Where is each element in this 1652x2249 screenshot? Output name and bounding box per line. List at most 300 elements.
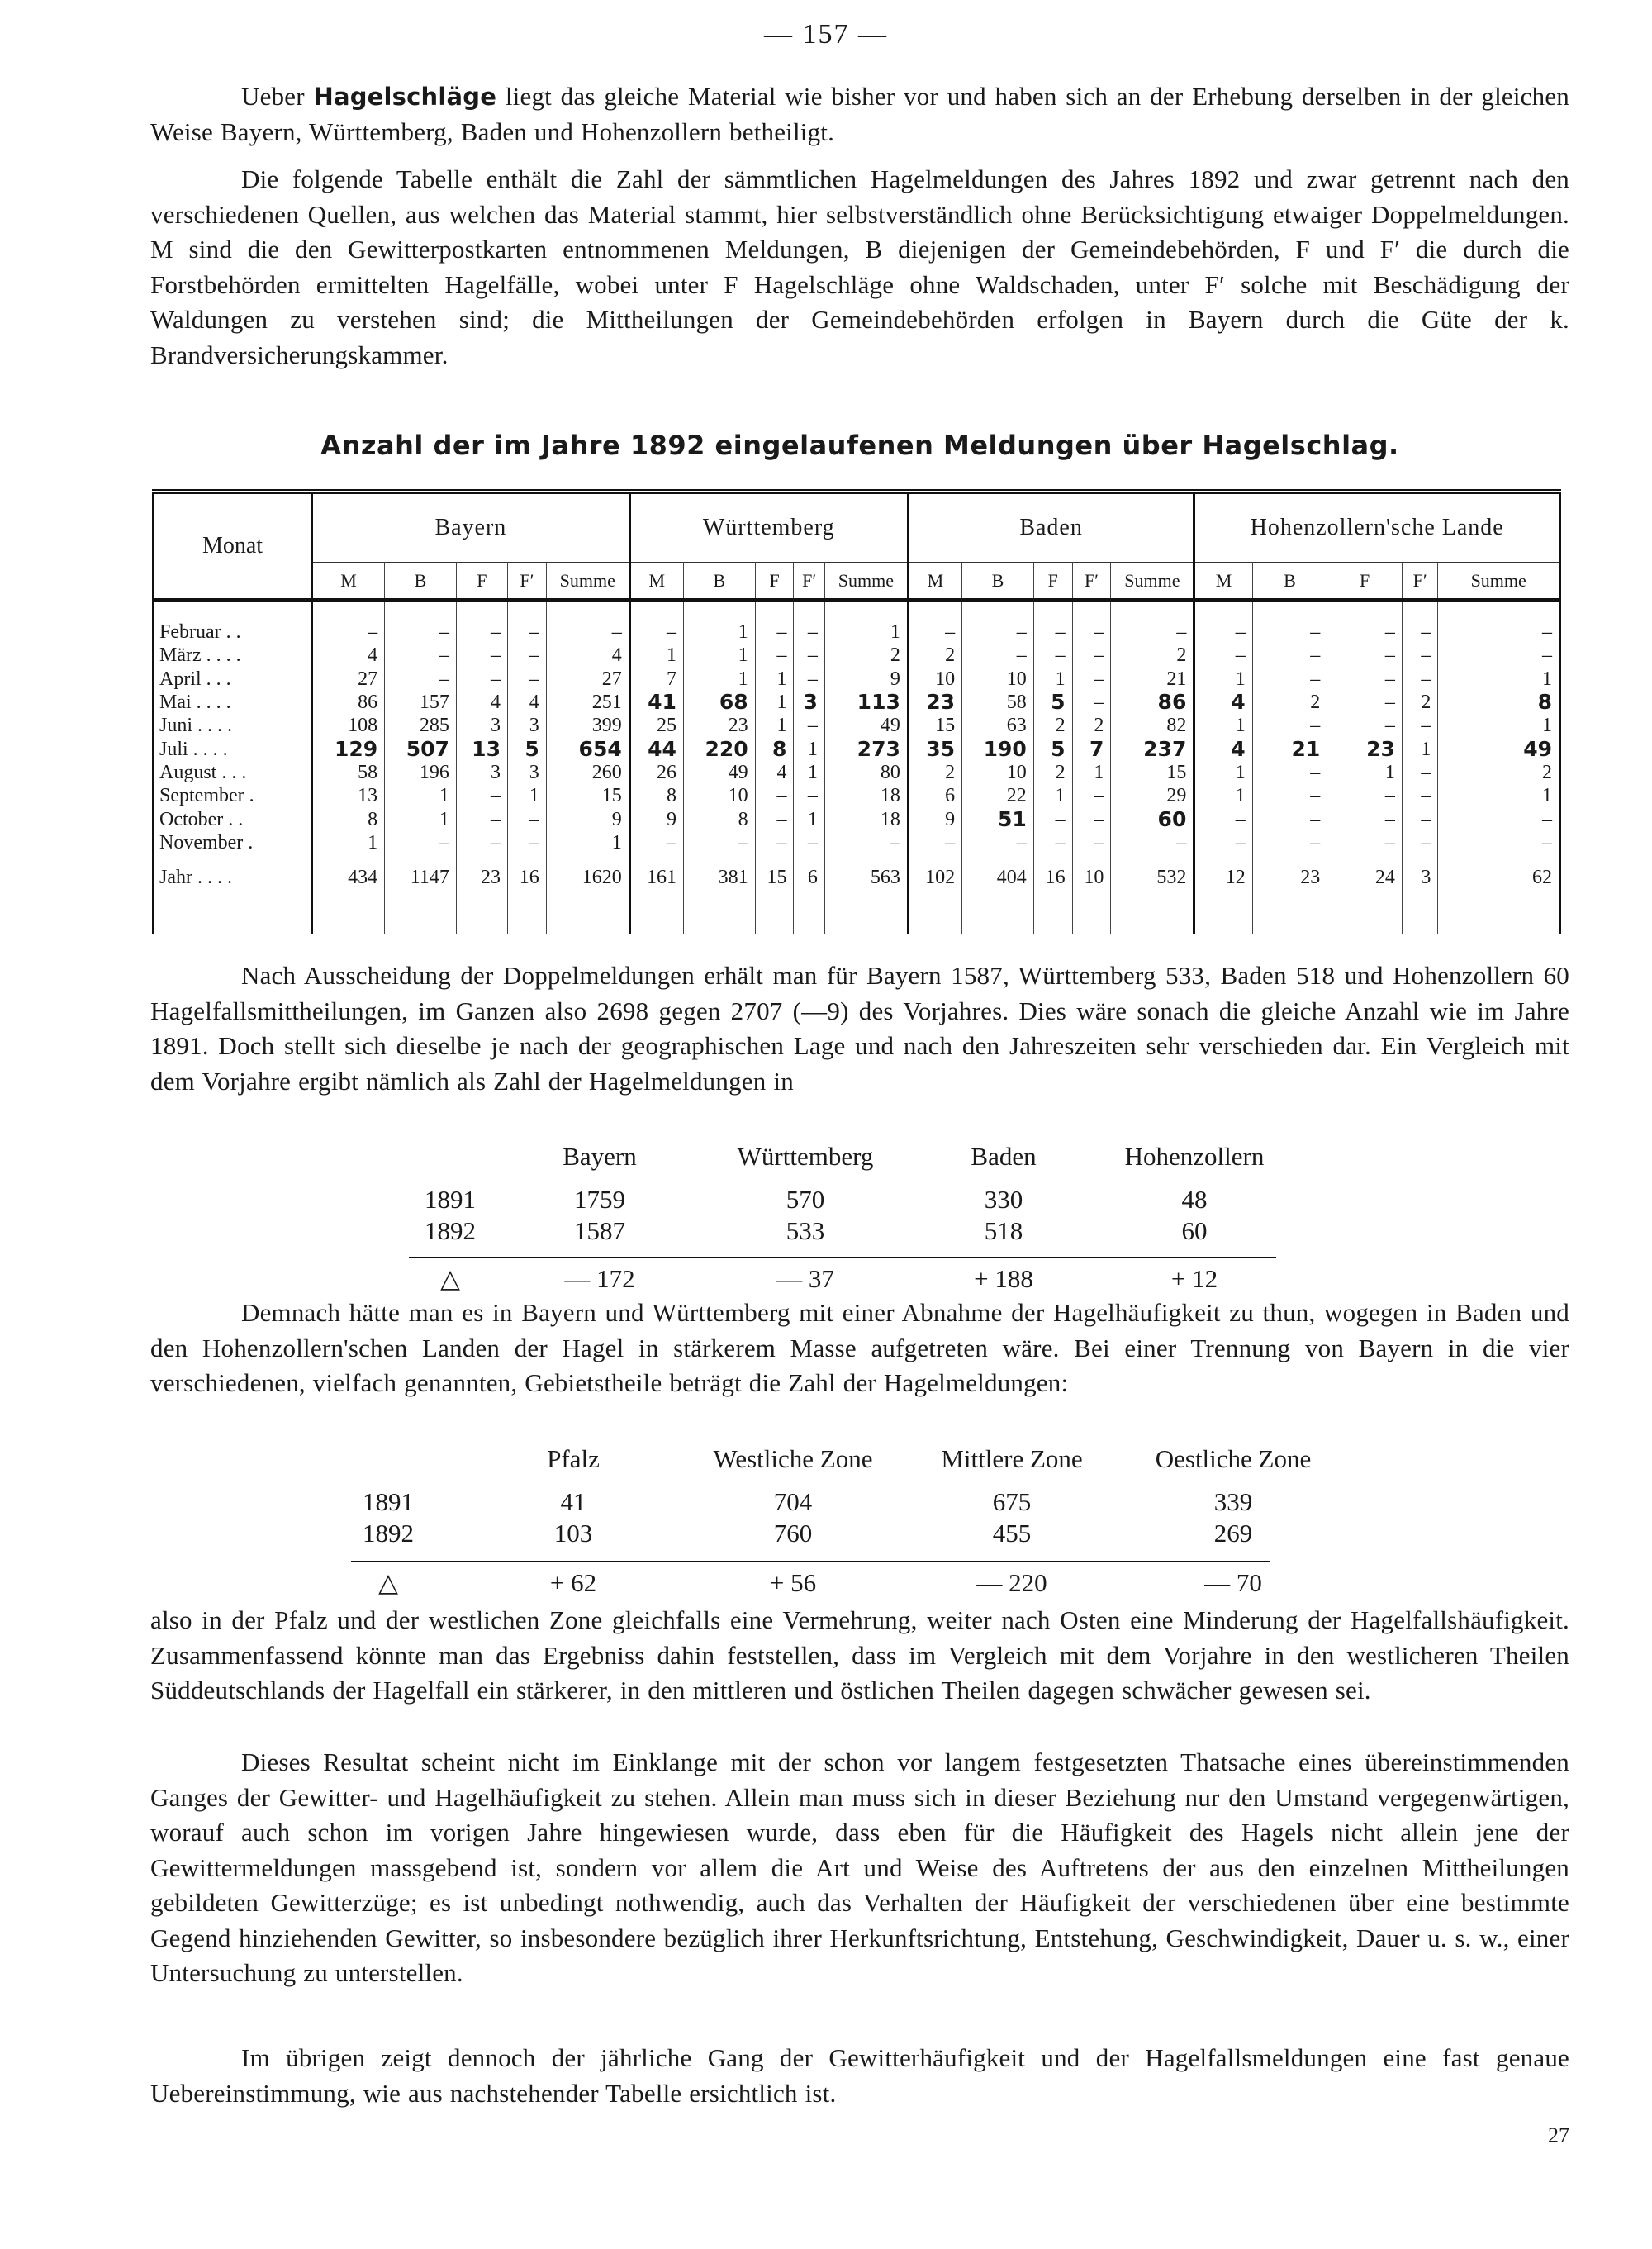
subcol-header: Summe (1438, 563, 1560, 601)
spacer-cell (1033, 901, 1072, 934)
table-cell: 1 (755, 714, 794, 737)
month-label: Februar . . (154, 620, 312, 644)
table-cell: 237 (1111, 737, 1194, 760)
subcol-header: M (629, 563, 683, 601)
table-cell: 18 (824, 784, 908, 807)
table-cell: – (385, 644, 457, 667)
table-cell: 86 (312, 691, 385, 714)
table-cell: 9 (824, 668, 908, 691)
spacer-cell (507, 601, 546, 621)
p1-text-rest: liegt das gleiche Material wie bisher vor und haben sich an der Erhebung derselben in der gleichen Weise Bayern, Württemberg, Baden und Hohenzollern betheiligt. (150, 82, 1569, 146)
p7-text: Im übrigen zeigt dennoch der jährliche Gang der Gewitterhäufigkeit und der Hagelfallsmeldungen eine fast genaue Uebereinstimmung, wie aus nachstehender Tabelle ersichtlich ist. (150, 2043, 1569, 2108)
subcol-header: F′ (794, 563, 824, 601)
table-cell: 102 (908, 854, 961, 901)
table-cell: – (1252, 784, 1327, 807)
table-cell: – (1327, 831, 1403, 854)
column-header: Bayern (563, 1142, 637, 1171)
table-cell: – (908, 831, 961, 854)
column-header: Pfalz (547, 1444, 600, 1473)
table-cell: 1 (1327, 761, 1403, 784)
spacer-cell (962, 601, 1034, 621)
table-cell: 532 (1111, 854, 1194, 901)
table-cell: 49 (824, 714, 908, 737)
table-cell: 1 (683, 620, 755, 644)
sum-rule (351, 1561, 1270, 1562)
table-cell: 113 (824, 691, 908, 714)
table-cell: 2 (1111, 644, 1194, 667)
table-cell: 4 (546, 644, 629, 667)
table-cell: 49 (1438, 737, 1560, 760)
table-cell: 18 (824, 807, 908, 830)
spacer-cell (1438, 901, 1560, 934)
month-label: September . (154, 784, 312, 807)
spacer-cell (1111, 601, 1194, 621)
spacer-cell (312, 601, 385, 621)
table-cell: – (507, 644, 546, 667)
table-cell: – (1438, 644, 1560, 667)
table-cell: – (794, 831, 824, 854)
table-cell: 434 (312, 854, 385, 901)
table-cell: 1 (507, 784, 546, 807)
table-cell: 1 (683, 644, 755, 667)
table-cell: 251 (546, 691, 629, 714)
table-cell: 41 (629, 691, 683, 714)
spacer-row (154, 901, 1560, 934)
table-cell: 23 (1252, 854, 1327, 901)
row-label: △ (440, 1264, 460, 1293)
table-cell: 507 (385, 737, 457, 760)
paragraph-3 (150, 958, 1569, 1099)
table-cell: 129 (312, 737, 385, 760)
month-label: Jahr . . . . (154, 854, 312, 901)
table-cell: 1 (1438, 784, 1560, 807)
table-cell: – (1194, 807, 1252, 830)
table-cell: 23 (908, 691, 961, 714)
table-cell: 4 (755, 761, 794, 784)
table-cell: – (1402, 644, 1437, 667)
value-cell: 533 (786, 1216, 825, 1245)
table-cell: 1 (1033, 784, 1072, 807)
value-cell: 269 (1213, 1519, 1253, 1548)
table-cell: 16 (1033, 854, 1072, 901)
value-cell: + 188 (974, 1264, 1033, 1293)
table-cell: – (385, 831, 457, 854)
table-cell: 44 (629, 737, 683, 760)
spacer-cell (1402, 901, 1437, 934)
subcol-header: B (385, 563, 457, 601)
table-cell: 25 (629, 714, 683, 737)
table-cell: – (1033, 644, 1072, 667)
value-cell: 704 (773, 1487, 813, 1516)
table-cell: 2 (824, 644, 908, 667)
table-cell: 196 (385, 761, 457, 784)
month-label: März . . . . (154, 644, 312, 667)
table-cell: – (794, 784, 824, 807)
spacer-cell (1252, 601, 1327, 621)
table-cell: 3 (1402, 854, 1437, 901)
table-cell: – (1252, 807, 1327, 830)
p1-bold-term: Hagelschläge (313, 83, 497, 111)
spacer-cell (456, 901, 507, 934)
value-cell: — 172 (564, 1264, 635, 1293)
value-cell: — 70 (1204, 1568, 1262, 1597)
table-cell: – (1402, 761, 1437, 784)
table-cell: – (1252, 668, 1327, 691)
table-cell: – (683, 831, 755, 854)
table-cell: 16 (507, 854, 546, 901)
spacer-cell (1194, 901, 1252, 934)
column-header: Baden (971, 1142, 1037, 1171)
table-cell: 6 (794, 854, 824, 901)
subcol-header: B (1252, 563, 1327, 601)
table-cell: – (1402, 668, 1437, 691)
table-cell: – (1033, 620, 1072, 644)
hail-reports-table (152, 489, 1561, 934)
table-cell: – (1111, 831, 1194, 854)
table-cell: 161 (629, 854, 683, 901)
spacer-cell (1438, 601, 1560, 621)
table-cell: 2 (1072, 714, 1111, 737)
subcol-header: M (1194, 563, 1252, 601)
table-cell: 1 (1402, 737, 1437, 760)
column-header: Oestliche Zone (1155, 1444, 1312, 1473)
signature-number: 27 (1548, 2123, 1569, 2147)
spacer-cell (1327, 601, 1403, 621)
sum-rule (409, 1257, 1276, 1258)
table-cell: 6 (908, 784, 961, 807)
table-cell: 9 (546, 807, 629, 830)
spacer-cell (312, 901, 385, 934)
table-cell: 1 (629, 644, 683, 667)
spacer-cell (1072, 601, 1111, 621)
table-cell: 13 (456, 737, 507, 760)
table-cell: 285 (385, 714, 457, 737)
table-cell: – (1327, 784, 1403, 807)
table-row (154, 620, 1560, 644)
p5-text: also in der Pfalz und der westlichen Zone gleichfalls eine Vermehrung, weiter nach Osten eine Minderung der Hagelfallshäufigkeit. Zusammenfassend könnte man das Ergebniss dahin feststellen, dass im Vergleich mit dem Vorjahre in den westlicheren Theilen Süddeutschlands der Hagelfall ein stärkerer, in den mittleren und östlichen Theilen dagegen schwächer gewesen sei. (150, 1605, 1569, 1705)
value-cell: 518 (984, 1216, 1023, 1245)
paragraph-4 (150, 1296, 1569, 1401)
table-cell: 1 (546, 831, 629, 854)
table-cell: 22 (962, 784, 1034, 807)
group-header-bayern: Bayern (312, 492, 630, 563)
table-cell: 10 (962, 668, 1034, 691)
spacer-cell (1033, 601, 1072, 621)
table-cell: 27 (546, 668, 629, 691)
subcol-header: M (312, 563, 385, 601)
month-label: April . . . (154, 668, 312, 691)
table-cell: 220 (683, 737, 755, 760)
table-cell: – (824, 831, 908, 854)
table-cell: 29 (1111, 784, 1194, 807)
subcol-header: M (908, 563, 961, 601)
table-cell: – (629, 620, 683, 644)
table-cell: 3 (507, 714, 546, 737)
table-cell: 1 (794, 737, 824, 760)
table-cell: 654 (546, 737, 629, 760)
spacer-cell (794, 601, 824, 621)
table-cell: – (1072, 668, 1111, 691)
table-cell: – (456, 807, 507, 830)
spacer-cell (755, 901, 794, 934)
value-cell: 1759 (574, 1185, 625, 1214)
value-cell: 1587 (574, 1216, 625, 1245)
spacer-cell (824, 601, 908, 621)
value-cell: 675 (992, 1487, 1032, 1516)
p6-text: Dieses Resultat scheint nicht im Einklange mit der schon vor langem festgesetzten Thatsache eines übereinstimmenden Ganges der Gewitter- und Hagelhäufigkeit zu stehen. Allein man muss sich in dieser Beziehung nur den Umstand vergegenwärtigen, worauf auch schon im vorigen Jahre hingewiesen wurde, dass eben für die Häufigkeit des Hagels nicht allein jene der Gewittermeldungen massgebend ist, sondern vor allem die Art und Weise des Auftretens der aus den einzelnen Mittheilungen gebildeten Gewitterzüge; es ist unbedingt nothwendig, auch das Verhalten der Häufigkeit der verschiedenen über eine bestimmte Gegend hinziehenden Gewitter, so insbesondere bezüglich ihrer Herkunftsrichtung, Entstehung, Geschwindigkeit, Dauer u. s. w., einer Untersuchung zu unterstellen. (150, 1747, 1569, 1987)
subcol-header: F (755, 563, 794, 601)
month-label: October . . (154, 807, 312, 830)
table-cell: – (507, 620, 546, 644)
table-cell: – (1033, 831, 1072, 854)
table-cell: 7 (1072, 737, 1111, 760)
table-cell: – (1438, 831, 1560, 854)
spacer-cell (1111, 901, 1194, 934)
table-row (154, 644, 1560, 667)
table-row (154, 737, 1560, 760)
value-cell: 60 (1181, 1216, 1208, 1245)
value-cell: — 37 (776, 1264, 834, 1293)
table-row (154, 691, 1560, 714)
table-cell: 1 (824, 620, 908, 644)
value-cell: 330 (984, 1185, 1023, 1214)
table-cell: 10 (962, 761, 1034, 784)
table-cell: 2 (1252, 691, 1327, 714)
page-number: — 157 — (764, 19, 888, 50)
spacer-cell (629, 901, 683, 934)
table-cell: – (1327, 620, 1403, 644)
table-cell: 5 (1033, 691, 1072, 714)
table-cell: 8 (755, 737, 794, 760)
table-cell: 51 (962, 807, 1034, 830)
table-cell: 1 (683, 668, 755, 691)
table-cell: 68 (683, 691, 755, 714)
table-cell: 15 (1111, 761, 1194, 784)
table-cell: 9 (629, 807, 683, 830)
table-cell: – (1438, 620, 1560, 644)
table-cell: – (908, 620, 961, 644)
table-cell: – (456, 831, 507, 854)
table-cell: – (1194, 831, 1252, 854)
table-cell: – (755, 807, 794, 830)
table-cell: 82 (1111, 714, 1194, 737)
table-cell: – (456, 784, 507, 807)
table-cell: 26 (629, 761, 683, 784)
column-header: Württemberg (737, 1142, 874, 1171)
table-cell: – (1252, 620, 1327, 644)
subcol-header: Summe (546, 563, 629, 601)
table-cell: 60 (1111, 807, 1194, 830)
spacer-cell (683, 901, 755, 934)
total-row (154, 854, 1560, 901)
table-cell: 10 (1072, 854, 1111, 901)
paragraph-5 (150, 1603, 1569, 1709)
table-cell: 35 (908, 737, 961, 760)
column-header: Hohenzollern (1124, 1142, 1265, 1171)
table-cell: 12 (1194, 854, 1252, 901)
table-cell: 23 (1327, 737, 1403, 760)
table-cell: 563 (824, 854, 908, 901)
table-cell: – (1252, 714, 1327, 737)
paragraph-6 (150, 1745, 1569, 1991)
table-cell: – (507, 807, 546, 830)
paragraph-1 (150, 79, 1569, 150)
spacer-cell (962, 901, 1034, 934)
table-cell: 1 (1194, 784, 1252, 807)
table-title: Anzahl der im Jahre 1892 eingelaufenen Meldungen über Hagelschlag. (320, 430, 1399, 461)
table-cell: 2 (1033, 714, 1072, 737)
table-cell: 21 (1111, 668, 1194, 691)
table-cell: – (456, 668, 507, 691)
subcol-header: F′ (1072, 563, 1111, 601)
table-cell: 49 (683, 761, 755, 784)
table-cell: 4 (456, 691, 507, 714)
table-cell: – (456, 620, 507, 644)
table-cell: – (507, 831, 546, 854)
table-cell: 80 (824, 761, 908, 784)
table-cell: 15 (908, 714, 961, 737)
row-label: △ (378, 1568, 398, 1597)
table-row (154, 761, 1560, 784)
table-cell: 27 (312, 668, 385, 691)
subcol-header: F (1327, 563, 1403, 601)
table-cell: – (385, 620, 457, 644)
table-cell: 3 (507, 761, 546, 784)
subcol-header: F′ (507, 563, 546, 601)
table-cell: 381 (683, 854, 755, 901)
group-header-hohenzollern: Hohenzollern'sche Lande (1194, 492, 1560, 563)
spacer-cell (908, 601, 961, 621)
table-cell: 5 (1033, 737, 1072, 760)
subcol-header: Summe (824, 563, 908, 601)
table-cell: – (507, 668, 546, 691)
table-cell: – (794, 644, 824, 667)
table-cell: 63 (962, 714, 1034, 737)
table-cell: – (1072, 620, 1111, 644)
row-label: 1891 (363, 1487, 414, 1516)
table-cell: 1 (1033, 668, 1072, 691)
table-cell: – (794, 714, 824, 737)
spacer-cell (1402, 601, 1437, 621)
p1-text: Ueber (241, 82, 314, 111)
table-cell: 4 (507, 691, 546, 714)
table-cell: – (1072, 644, 1111, 667)
table-cell: 2 (1438, 761, 1560, 784)
spacer-cell (794, 901, 824, 934)
spacer-cell (755, 601, 794, 621)
spacer-cell (385, 601, 457, 621)
table-cell: 8 (683, 807, 755, 830)
table-cell: – (1194, 644, 1252, 667)
table-cell: 1620 (546, 854, 629, 901)
value-cell: 339 (1213, 1487, 1253, 1516)
table-cell: – (1252, 831, 1327, 854)
table-cell: 1 (385, 784, 457, 807)
table-cell: 1 (794, 807, 824, 830)
table-row (154, 784, 1560, 807)
table-cell: 13 (312, 784, 385, 807)
value-cell: 570 (786, 1185, 825, 1214)
table-cell: 1147 (385, 854, 457, 901)
value-cell: 103 (553, 1519, 593, 1548)
table-cell: – (1252, 644, 1327, 667)
table-cell: 2 (1402, 691, 1437, 714)
column-header: Mittlere Zone (941, 1444, 1083, 1473)
spacer-cell (154, 601, 312, 621)
table-cell: 1 (1194, 714, 1252, 737)
spacer-cell (546, 601, 629, 621)
table-cell: – (312, 620, 385, 644)
table-cell: 2 (1033, 761, 1072, 784)
spacer-cell (456, 601, 507, 621)
table-cell: 10 (908, 668, 961, 691)
group-header-wuerttemberg: Württemberg (629, 492, 908, 563)
table-cell: 260 (546, 761, 629, 784)
table-cell: 1 (755, 668, 794, 691)
table-row (154, 807, 1560, 830)
spacer-cell (1194, 601, 1252, 621)
spacer-row (154, 601, 1560, 621)
paragraph-7 (150, 2041, 1569, 2111)
table-cell: 10 (683, 784, 755, 807)
table-cell: – (1327, 714, 1403, 737)
table-cell: 15 (546, 784, 629, 807)
table-cell: 1 (1072, 761, 1111, 784)
table-cell: – (755, 784, 794, 807)
month-label: Juli . . . . (154, 737, 312, 760)
table-cell: – (456, 644, 507, 667)
table-cell: 23 (683, 714, 755, 737)
table-cell: 273 (824, 737, 908, 760)
table-cell: – (755, 620, 794, 644)
spacer-cell (1327, 901, 1403, 934)
table-cell: – (1402, 807, 1437, 830)
table-cell: 8 (312, 807, 385, 830)
table-cell: – (1072, 831, 1111, 854)
table-cell: 108 (312, 714, 385, 737)
p3-text: Nach Ausscheidung der Doppelmeldungen erhält man für Bayern 1587, Württemberg 533, Baden 518 und Hohenzollern 60 Hagelfallsmittheilungen, im Ganzen also 2698 gegen 2707 (—9) des Vorjahres. Dies wäre sonach die gleiche Anzahl wie im Jahre 1891. Doch stellt sich dieselbe je nach der geographischen Lage und nach den Jahreszeiten sehr verschieden dar. Ein Vergleich mit dem Vorjahre ergibt nämlich als Zahl der Hagelmeldungen in (150, 961, 1569, 1096)
value-cell: 41 (560, 1487, 586, 1516)
table-cell: – (1072, 784, 1111, 807)
table-cell: 58 (962, 691, 1034, 714)
spacer-cell (824, 901, 908, 934)
table-cell: 4 (312, 644, 385, 667)
table-cell: 1 (794, 761, 824, 784)
table-cell: 404 (962, 854, 1034, 901)
row-label: 1891 (425, 1185, 476, 1214)
table-cell: 1 (1194, 668, 1252, 691)
table-cell: – (962, 831, 1034, 854)
table-cell: 2 (908, 761, 961, 784)
table-cell: 3 (456, 761, 507, 784)
value-cell: + 62 (549, 1568, 597, 1597)
table-cell: 1 (1194, 761, 1252, 784)
column-header: Westliche Zone (713, 1444, 873, 1473)
spacer-cell (385, 901, 457, 934)
table-cell: 7 (629, 668, 683, 691)
table-cell: – (629, 831, 683, 854)
subcol-header: F′ (1402, 563, 1437, 601)
table-cell: 9 (908, 807, 961, 830)
spacer-cell (629, 601, 683, 621)
value-cell: 760 (773, 1519, 813, 1548)
table-row (154, 714, 1560, 737)
value-cell: + 56 (769, 1568, 817, 1597)
table-cell: – (1072, 807, 1111, 830)
spacer-cell (1252, 901, 1327, 934)
subcol-header: B (683, 563, 755, 601)
table-cell: 399 (546, 714, 629, 737)
